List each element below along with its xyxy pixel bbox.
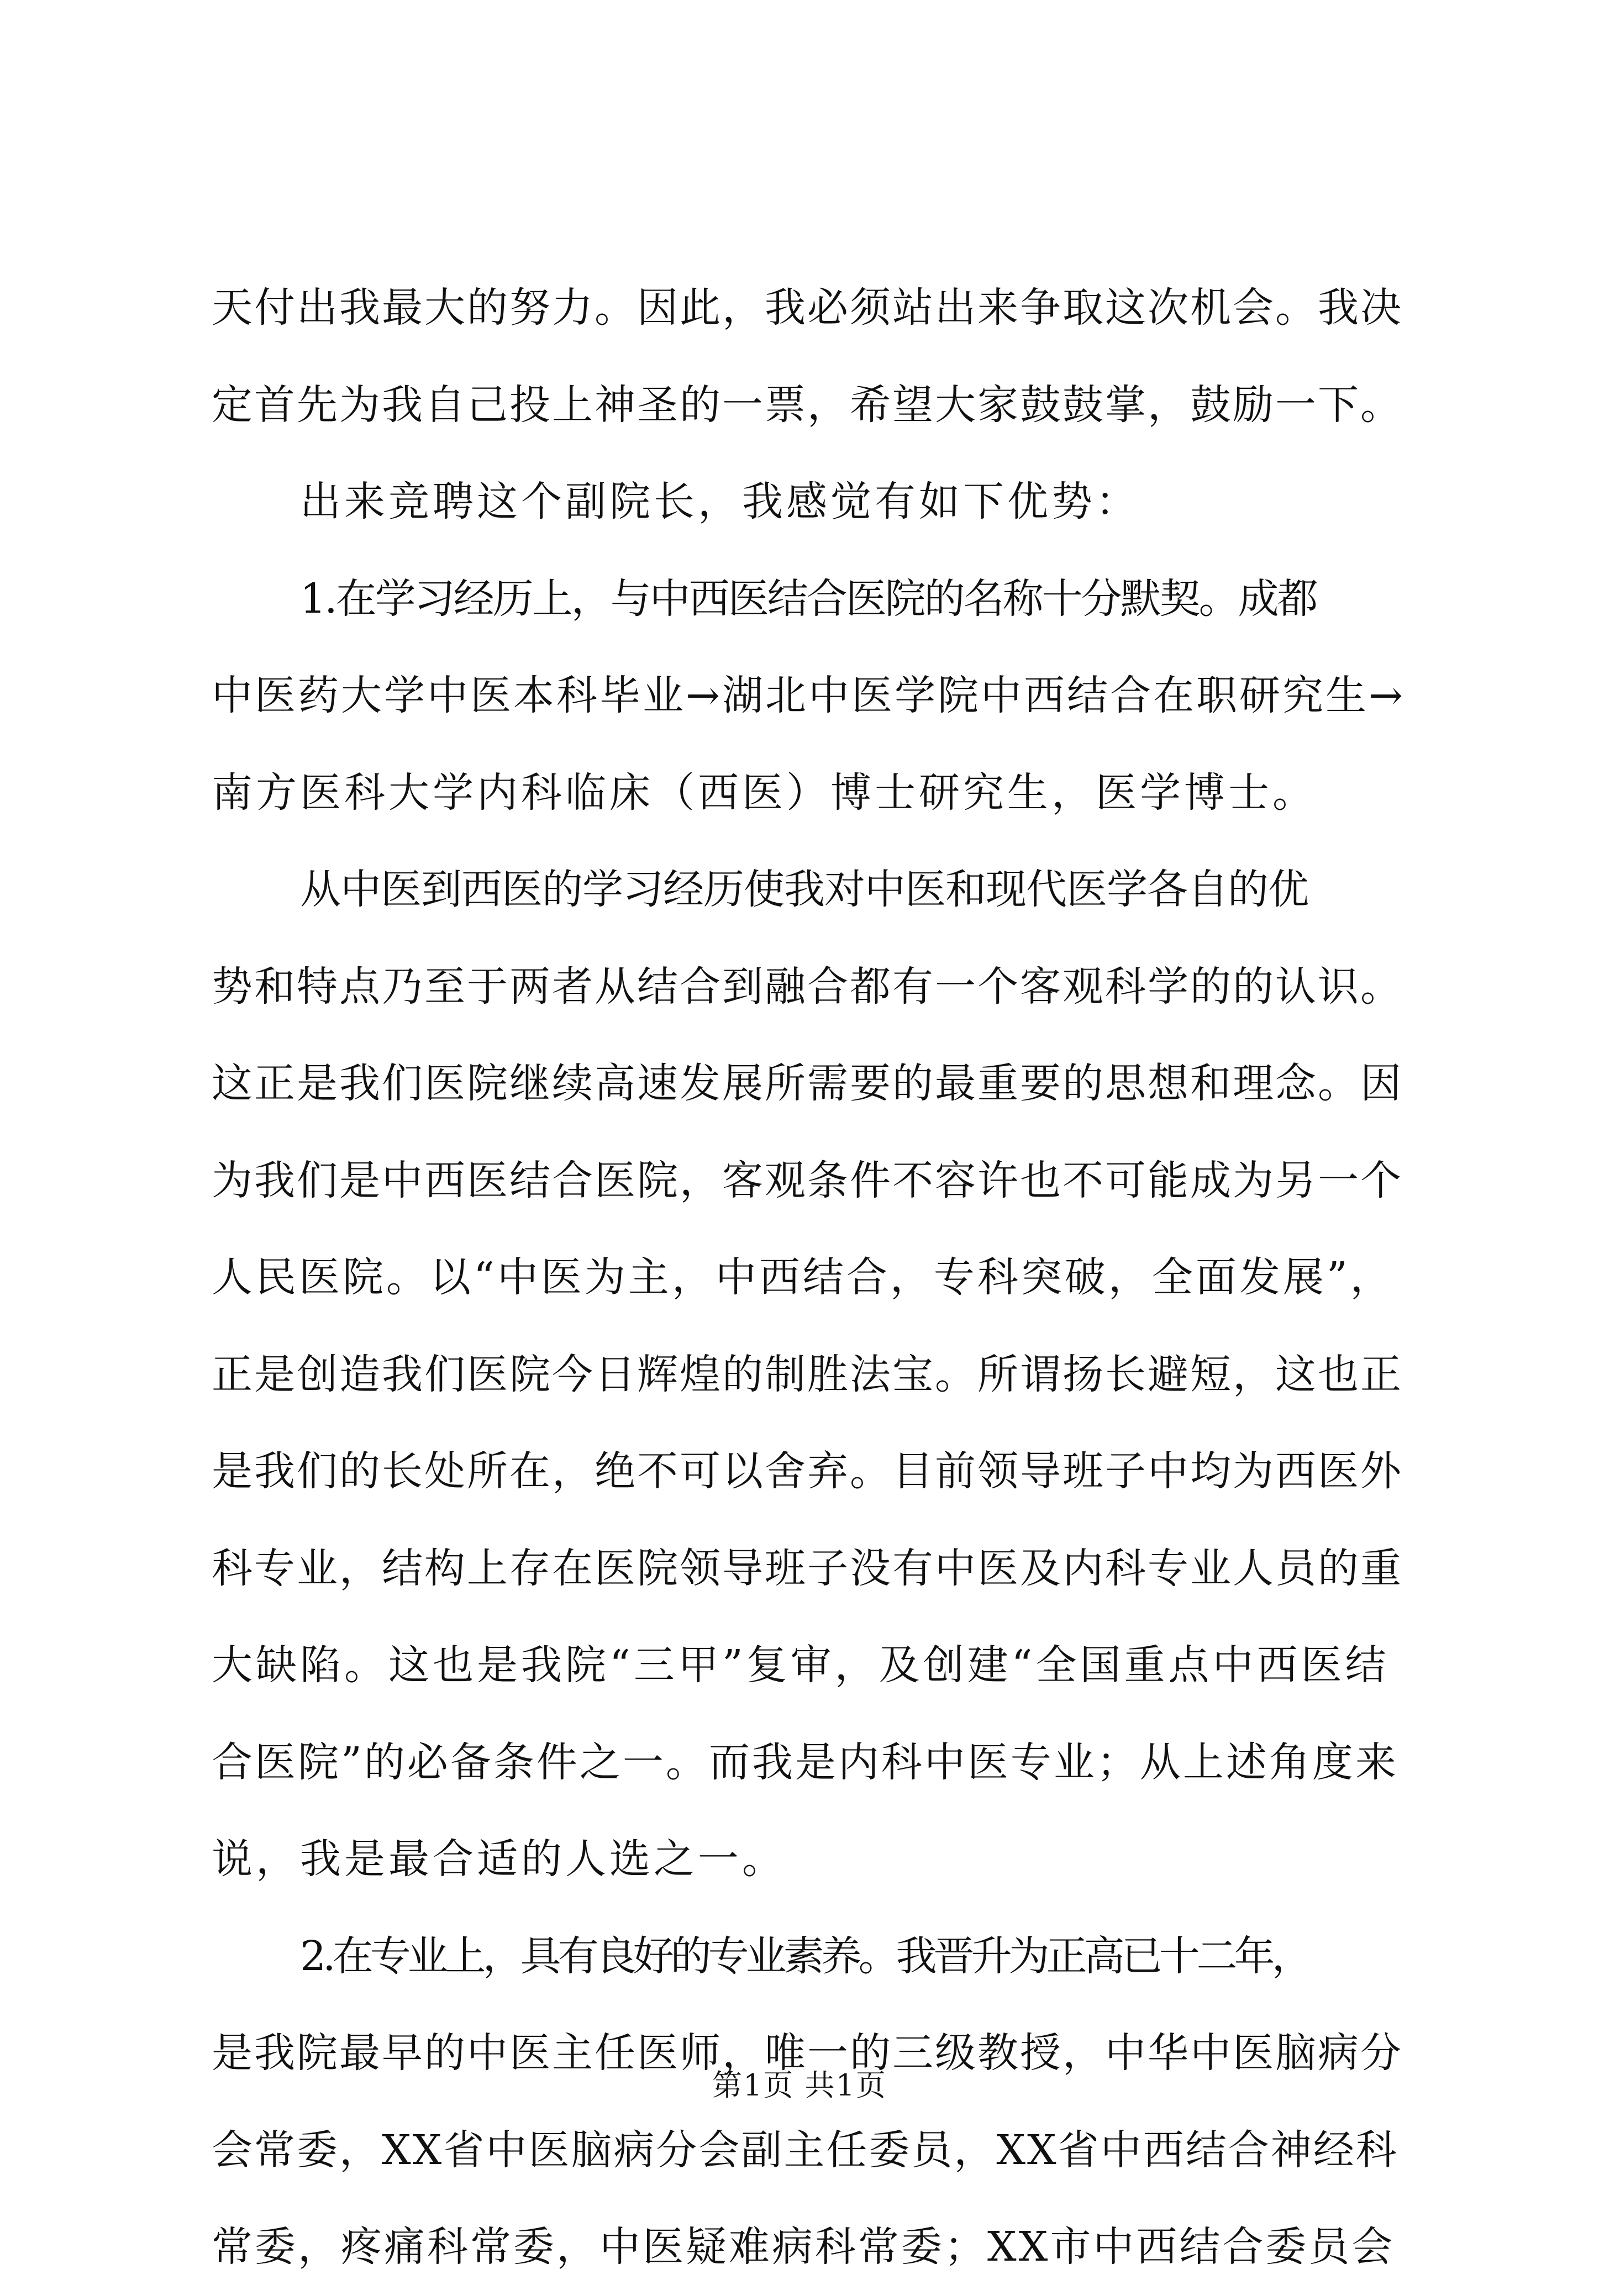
text-line: 是我院最早的中医主任医师，唯一的三级教授，中华中医脑病分 [212, 2029, 1403, 2077]
text-line: 正是创造我们医院今日辉煌的制胜法宝。所谓扬长避短，这也正 [212, 1350, 1403, 1398]
body-text [212, 260, 1405, 2296]
text-line: 说，我是最合适的人选之一。 [212, 1835, 786, 1883]
text-line: 天付出我最大的努力。因此，我必须站出来争取这次机会。我决 [212, 284, 1403, 331]
paragraph-start-line: 1.在学习经历上，与中西医结合医院的名称十分默契。成都 [300, 575, 1317, 623]
text-line: 合医院”的必备条件之一。而我是内科中医专业；从上述角度来 [212, 1738, 1398, 1786]
text-line: 大缺陷。这也是我院“三甲”复审，及创建“全国重点中西医结 [212, 1641, 1390, 1689]
text-line: 为我们是中西医结合医院，客观条件不容许也不可能成为另一个 [212, 1156, 1403, 1204]
text-line: 会常委，XX省中医脑病分会副主任委员，XX省中西结合神经科 [212, 2126, 1398, 2174]
text-line: 常委，疼痛科常委，中医疑难病科常委；XX市中西结合委员会 [212, 2223, 1395, 2271]
paragraph-start-line: 出来竞聘这个副院长，我感觉有如下优势： [300, 478, 1140, 525]
text-line: 科专业，结构上存在医院领导班子没有中医及内科专业人员的重 [212, 1544, 1403, 1592]
text-line: 中医药大学中医本科毕业→湖北中医学院中西结合在职研究生→ [212, 672, 1406, 719]
text-line: 是我们的长处所在，绝不可以舍弃。目前领导班子中均为西医外 [212, 1447, 1403, 1495]
page-number-label: 第1页 共1页 [712, 2068, 887, 2103]
text-line: 人民医院。以“中医为主，中西结合，专科突破，全面发展”， [212, 1254, 1394, 1301]
text-line: 定首先为我自己投上神圣的一票，希望大家鼓鼓掌，鼓励一下。 [212, 381, 1403, 429]
page-footer [0, 2066, 1599, 2105]
paragraph-start-line: 从中医到西医的学习经历使我对中医和现代医学各自的优 [300, 866, 1308, 913]
paragraph-start-line: 2.在专业上，具有良好的专业素养。我晋升为正高已十二年， [300, 1932, 1309, 1980]
text-line: 南方医科大学内科临床（西医）博士研究生，医学博士。 [212, 768, 1317, 817]
text-line: 这正是我们医院继续高速发展所需要的最重要的思想和理念。因 [212, 1060, 1403, 1107]
text-line: 势和特点乃至于两者从结合到融合都有一个客观科学的的认识。 [212, 962, 1403, 1010]
